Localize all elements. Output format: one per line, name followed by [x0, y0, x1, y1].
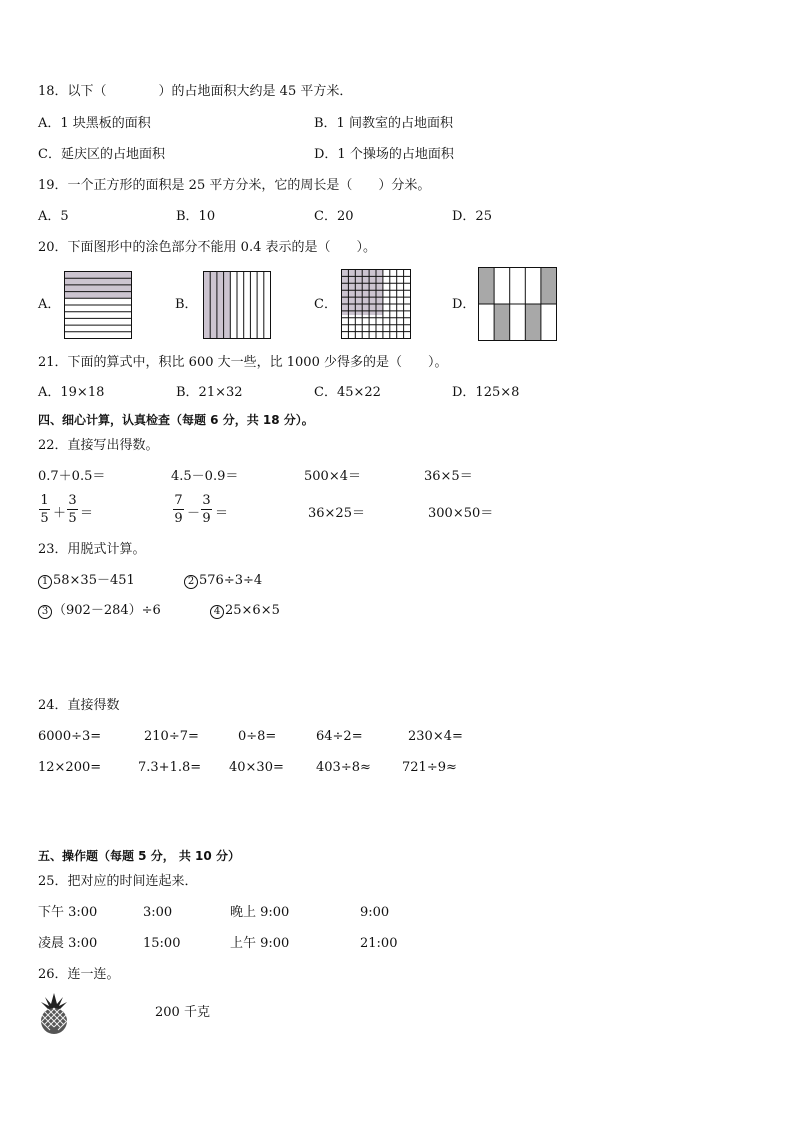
q22-fraction-eq-2: ＝: [215, 506, 229, 521]
q20-figure-c: [341, 269, 411, 339]
q20-option-b-letter: B．: [175, 297, 198, 312]
q21-option-b: B．21×32: [176, 385, 243, 400]
q20-option-c-letter: C．: [314, 297, 337, 312]
q20-option-d-letter: D．: [452, 297, 476, 312]
q25-r2-4: 21:00: [360, 936, 398, 951]
pineapple-icon: [36, 991, 72, 1035]
q22-expr-3: 500×4＝: [304, 469, 361, 484]
q21-stem: 21．下面的算式中，积比 600 大一些，比 1000 少得多的是（ ）。: [38, 355, 448, 370]
q24-r2-4: 403÷8≈: [316, 760, 371, 775]
q22-fraction-2b: 3 9: [202, 493, 211, 526]
figure-d-shaded-cell-4: [525, 304, 541, 341]
q20-stem: 20．下面图形中的涂色部分不能用 0.4 表示的是（ ）。: [38, 240, 376, 255]
q23-item-4: 4 25×6×5: [210, 603, 280, 619]
q19-option-b: B．10: [176, 209, 216, 224]
q19-option-a: A．5: [38, 209, 69, 224]
q24-r1-2: 210÷7=: [144, 729, 199, 744]
q19-stem: 19．一个正方形的面积是 25 平方分米，它的周长是（ ）分米。: [38, 178, 431, 193]
q24-stem: 24．直接得数: [38, 698, 120, 713]
q25-r1-1: 下午 3:00: [38, 905, 98, 920]
q23-item-1: 1 58×35－451: [38, 573, 135, 589]
figure-d-shaded-cell-1: [479, 268, 495, 305]
q22-fraction-1b: 3 5: [68, 493, 77, 526]
q24-r2-5: 721÷9≈: [402, 760, 457, 775]
q23-item-2-number: 2: [184, 575, 198, 589]
q22-expr-1: 0.7＋0.5＝: [38, 469, 106, 484]
q22-fraction-1a: 1 5: [40, 493, 49, 526]
q21-option-c: C．45×22: [314, 385, 381, 400]
q22-fraction-op-2: －: [187, 506, 201, 521]
q19-option-c: C．20: [314, 209, 354, 224]
q21-option-d: D．125×8: [452, 385, 520, 400]
q20-option-a-letter: A．: [38, 297, 61, 312]
q18-option-b: B．1 间教室的占地面积: [314, 116, 453, 131]
figure-d-shaded-cell-3: [494, 304, 510, 341]
q24-r1-5: 230×4=: [408, 729, 463, 744]
q23-stem: 23．用脱式计算。: [38, 542, 146, 557]
q24-r2-2: 7.3+1.8=: [138, 760, 202, 775]
q22-fraction-2a: 7 9: [174, 493, 183, 526]
q24-r2-1: 12×200=: [38, 760, 102, 775]
q22-expr-4: 36×5＝: [424, 469, 473, 484]
q26-stem: 26．连一连。: [38, 967, 120, 982]
q20-figure-b: [203, 271, 271, 339]
q22-stem: 22．直接写出得数。: [38, 438, 159, 453]
q22-fraction-eq-1: ＝: [80, 506, 94, 521]
q25-r1-2: 3:00: [143, 905, 173, 920]
q25-r1-3: 晚上 9:00: [230, 905, 290, 920]
q24-r1-4: 64÷2=: [316, 729, 363, 744]
section-4-title: 四、细心计算，认真检查（每题 6 分，共 18 分）。: [38, 413, 314, 427]
q25-stem: 25．把对应的时间连起来．: [38, 874, 198, 889]
q25-r2-3: 上午 9:00: [230, 936, 290, 951]
q23-item-3: 3 （902－284）÷6: [38, 603, 161, 619]
q23-item-4-number: 4: [210, 605, 224, 619]
q18-option-c: C．延庆区的占地面积: [38, 147, 165, 162]
q25-r1-4: 9:00: [360, 905, 390, 920]
q22-expr-2: 4.5－0.9＝: [171, 469, 239, 484]
q23-item-1-number: 1: [38, 575, 52, 589]
q20-figure-d: [478, 267, 558, 342]
q25-r2-1: 凌晨 3:00: [38, 936, 98, 951]
section-5-title: 五、操作题（每题 5 分， 共 10 分）: [38, 849, 240, 863]
figure-d-shaded-cell-2: [541, 268, 557, 305]
q18-option-d: D．1 个操场的占地面积: [314, 147, 454, 162]
q24-r1-1: 6000÷3=: [38, 729, 102, 744]
q22-expr-8: 300×50＝: [428, 506, 494, 521]
q20-figure-a: [64, 271, 132, 339]
q21-option-a: A．19×18: [38, 385, 105, 400]
q18-option-a: A．1 块黑板的面积: [38, 116, 151, 131]
q22-expr-7: 36×25＝: [308, 506, 365, 521]
q24-r2-3: 40×30=: [229, 760, 284, 775]
q23-item-3-number: 3: [38, 605, 52, 619]
q22-fraction-op-1: ＋: [53, 506, 67, 521]
q25-r2-2: 15:00: [143, 936, 181, 951]
q24-r1-3: 0÷8=: [238, 729, 277, 744]
q23-item-2: 2 576÷3÷4: [184, 573, 262, 589]
q19-option-d: D．25: [452, 209, 492, 224]
q18-stem: 18．以下（ ）的占地面积大约是 45 平方米．: [38, 84, 353, 99]
q26-weight-label: 200 千克: [155, 1005, 210, 1020]
